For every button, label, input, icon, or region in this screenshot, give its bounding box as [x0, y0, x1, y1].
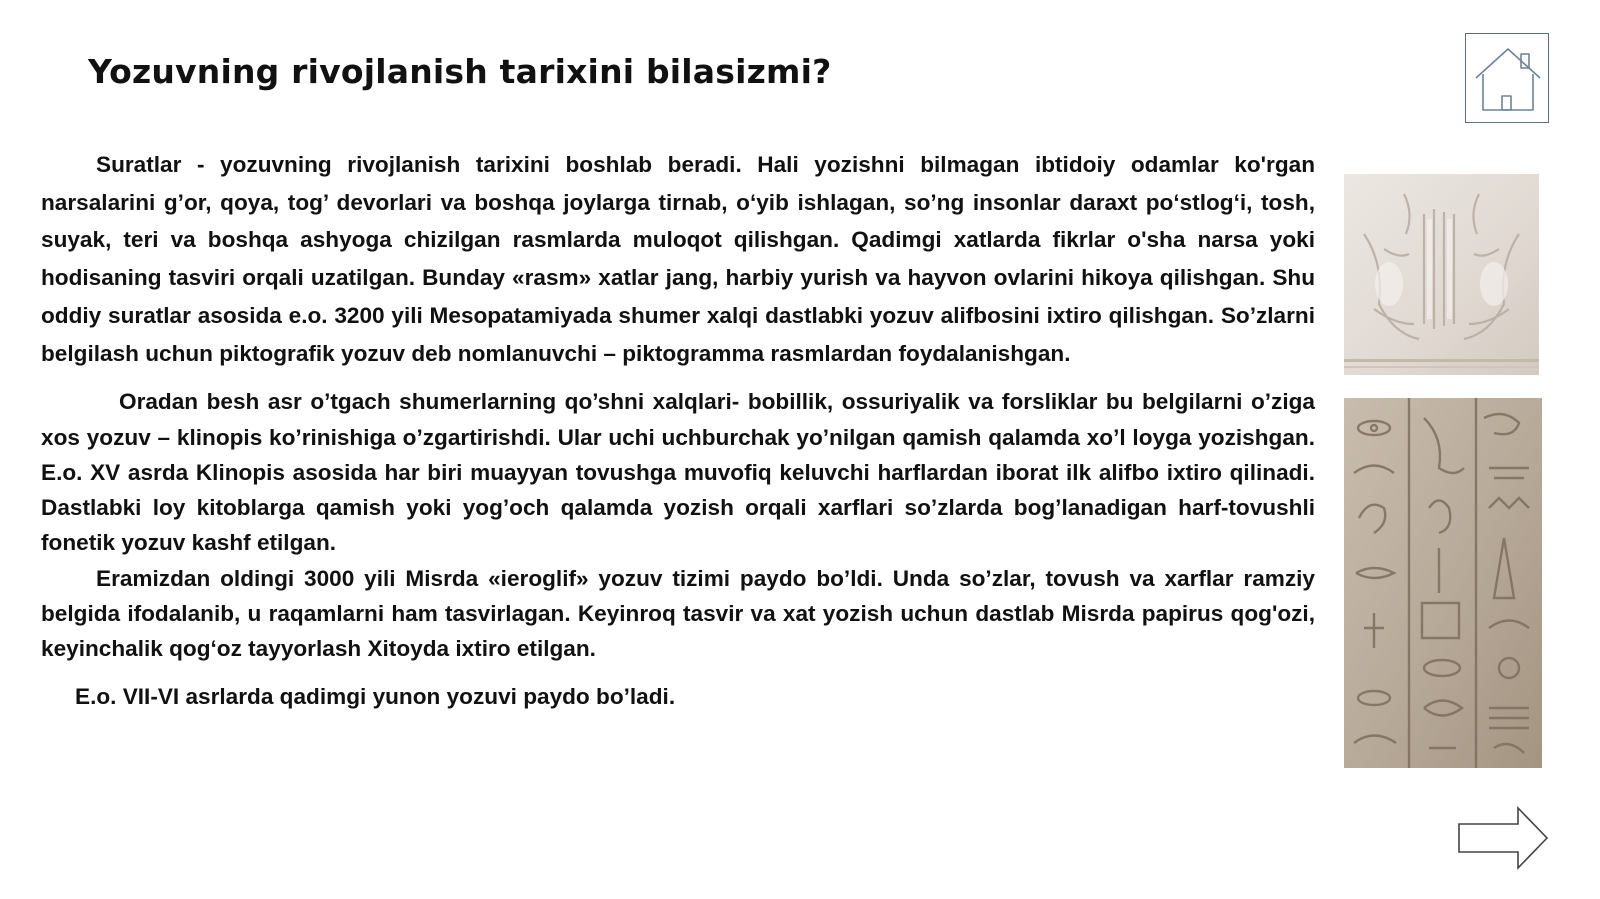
home-button[interactable] — [1465, 33, 1549, 123]
arrow-right-icon — [1457, 806, 1549, 870]
next-slide-button[interactable] — [1457, 806, 1549, 870]
article-body — [41, 146, 1315, 714]
paragraph: Eramizdan oldingi 3000 yili Misrda «ieroglif» yozuv tizimi paydo bo’ldi. Unda so’zlar, tovush va xarflar ramziy belgida ifodalanib, u raqamlarni ham tasvirlagan. Keyinroq tasvir va xat yozish uchun dastlab Misrda papirus qog'ozi, keyinchalik qog‘oz tayyorlash Xitoyda ixtiro etilgan. — [41, 565, 1315, 662]
paragraph: Oradan besh asr o’tgach shumerlarning qo’shni xalqlari- bobillik, ossuriyalik va forsliklar bu belgilarni o’ziga xos yozuv – klinopis ko’rinishiga o’zgartirishdi. Ular uchi uchburchak yo’nilgan qamish qalamda xo’l loyga yozishgan. E.o. XV asrda Klinopis asosida har biri muayyan tovushga muvofiq keluvchi harflardan iborat ilk alifbo ixtiro qilinadi. Dastlabki loy kitoblarga qamish yoki yog’och qalamda yozish orqali xarflari so’zlarda bog’lanadigan harf-tovushli fonetik yozuv kashf etilgan. — [41, 389, 1315, 556]
home-icon — [1472, 42, 1544, 114]
stone-relief-image — [1344, 174, 1539, 375]
paragraph: E.o. VII-VI asrlarda qadimgi yunon yozuvi paydo bo’ladi. — [75, 683, 676, 709]
hieroglyphs-image — [1344, 398, 1542, 768]
slide-title: Yozuvning rivojlanish tarixini bilasizmi? — [88, 52, 832, 91]
paragraph: Suratlar - yozuvning rivojlanish tarixini boshlab beradi. Hali yozishni bilmagan ibtidoiy odamlar ko'rgan narsalarini g’or, qoya, tog’ devorlari va boshqa joylarga tirnab, o‘yib ishlagan, so’ng insonlar daraxt po‘stlog‘i, tosh, suyak, teri va boshqa ashyoga chizilgan rasmlarda muloqot qilishgan. Qadimgi xatlarda fikrlar o'sha narsa yoki hodisaning tasviri orqali uzatilgan. Bunday «rasm» xatlar jang, harbiy yurish va hayvon ovlarini hikoya qilishgan. Shu oddiy suratlar asosida e.o. 3200 yili Mesopatamiyada shumer xalqi dastlabki yozuv alifbosini ixtiro qilishgan. So’zlarni belgilash uchun piktografik yozuv deb nomlanuvchi – piktogramma rasmlardan foydalanishgan. — [41, 152, 1315, 366]
